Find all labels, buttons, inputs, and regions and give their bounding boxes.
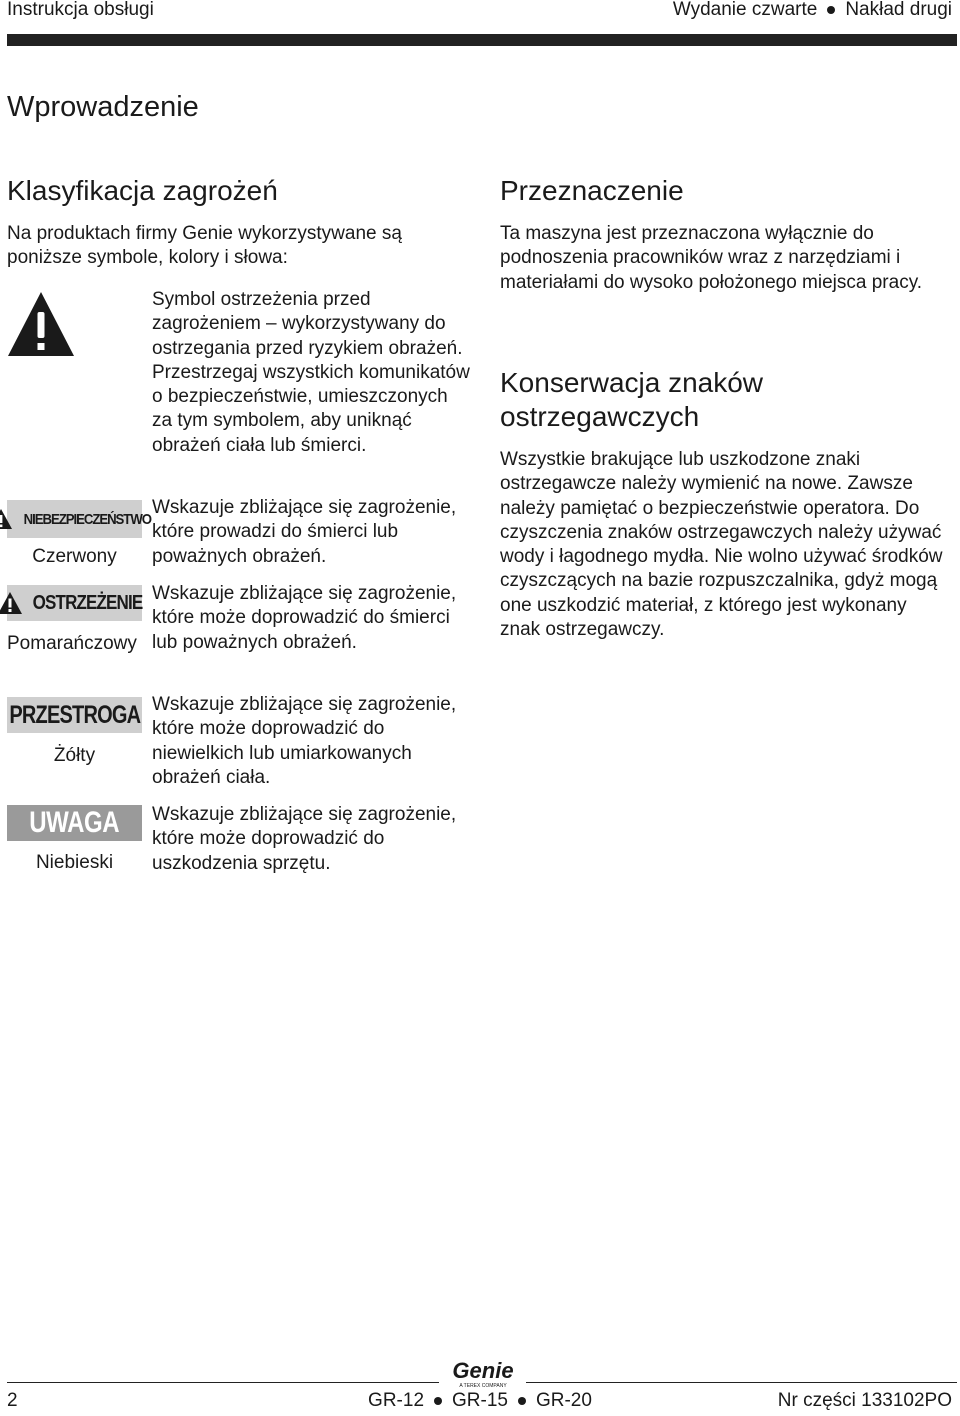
danger-sign-label: NIEBEZPIECZEŃSTWO: [23, 510, 151, 528]
header-printing-text: Nakład drugi: [845, 0, 952, 20]
warning-sign: [7, 585, 142, 621]
genie-logo: [444, 1358, 522, 1390]
logo-wordmark: Genie: [452, 1358, 514, 1383]
intended-use-heading: Przeznaczenie: [500, 175, 684, 206]
warning-sign-label: OSTRZEŻENIE: [32, 591, 142, 614]
caution-sign: [7, 697, 142, 733]
logo-tagline: A TEREX COMPANY: [459, 1383, 507, 1389]
bullet-dot: [518, 1397, 526, 1405]
warning-color-label: Pomarańczowy: [7, 633, 137, 654]
footer-rule-right: [526, 1382, 957, 1383]
caution-description: Wskazuje zbliżające się zagrożenie, które może doprowadzić do niewielkich lub umiarkowanych obrażeń ciała.: [152, 694, 457, 788]
caution-color-label: Żółty: [53, 745, 96, 766]
model-label: GR-15: [452, 1390, 508, 1411]
model-label: GR-12: [368, 1390, 425, 1411]
notice-description: Wskazuje zbliżające się zagrożenie, które może doprowadzić do uszkodzenia sprzętu.: [152, 804, 457, 874]
bullet-dot: [827, 6, 835, 14]
warning-triangle-icon: [0, 509, 12, 529]
intended-use-text: Ta maszyna jest przeznaczona wyłącznie do podnoszenia pracowników wraz z narzędziami i materiałami do wysoko położonego miejsca pracy.: [500, 223, 923, 293]
notice-sign-label: UWAGA: [29, 806, 120, 839]
bullet-dot: [434, 1397, 442, 1405]
model-label: GR-20: [535, 1390, 592, 1411]
page-title: Wprowadzenie: [7, 91, 199, 123]
caution-sign-label: PRZESTROGA: [9, 700, 140, 729]
alert-symbol-description: Symbol ostrzeżenia przed zagrożeniem – wykorzystywany do ostrzegania przed ryzykiem obrażeń. Przestrzegaj wszystkich komunikatów o bezpieczeństwie, umieszczonych za tym symbolem, aby uniknąć obrażeń ciała lub śmierci.: [152, 289, 470, 456]
notice-sign: [7, 805, 142, 841]
part-number: Nr części 133102PO: [777, 1390, 952, 1411]
danger-color-label: Czerwony: [32, 546, 117, 567]
warning-description: Wskazuje zbliżające się zagrożenie, które może doprowadzić do śmierci lub poważnych obrażeń.: [152, 583, 457, 653]
footer-rule-left: [7, 1382, 439, 1383]
hazard-classification-heading: Klasyfikacja zagrożeń: [7, 175, 278, 206]
notice-color-label: Niebieski: [35, 852, 114, 873]
decal-care-text: Wszystkie brakujące lub uszkodzone znaki ostrzegawcze należy wymienić na nowe. Zawsze należy pamiętać o bezpieczeństwie operatora. Do czyszczenia znaków ostrzegawczych należy używać wody i łagodnego mydła. Nie wolno używać środków czyszczących na bazie rozpuszczalnika, gdyż mogą one uszkodzić materiał, z którego jest wykonany znak ostrzegawczy.: [500, 449, 943, 641]
page-number: 2: [7, 1390, 18, 1411]
header-rule: [7, 34, 957, 46]
hazard-intro-text: Na produktach firmy Genie wykorzystywane są poniższe symbole, kolory i słowa:: [7, 223, 402, 269]
danger-description: Wskazuje zbliżające się zagrożenie, które prowadzi do śmierci lub poważnych obrażeń.: [152, 497, 457, 567]
header-manual-title: Instrukcja obsługi: [7, 0, 154, 20]
header-edition: [673, 0, 952, 20]
decal-care-heading: Konserwacja znaków ostrzegawczych: [500, 367, 764, 432]
warning-triangle-icon: [0, 592, 22, 614]
header-edition-text: Wydanie czwarte: [672, 0, 818, 20]
danger-sign: [7, 500, 151, 538]
safety-alert-icon: [7, 290, 75, 358]
